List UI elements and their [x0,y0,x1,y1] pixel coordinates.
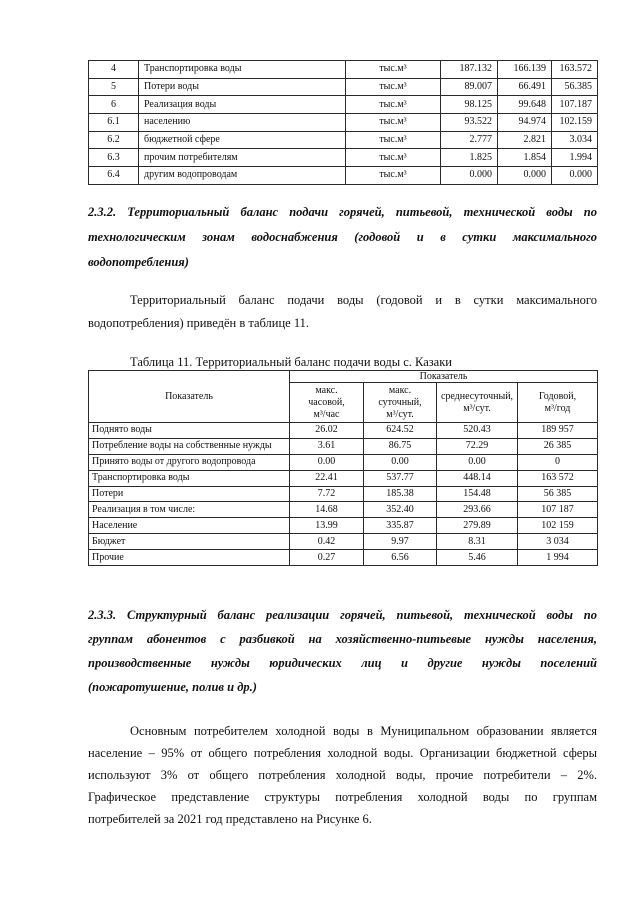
value-period-1: 187.132 [441,61,498,79]
header-line: суточный, [378,396,422,408]
annual-value: 102 159 [518,518,598,534]
unit: тыс.м³ [346,61,441,79]
paragraph-line: Территориальный баланс подачи воды (годовой и в сутки максимального [130,293,597,307]
heading-line: технологическим зонам водоснабжения (годовой и в сутки максимального [88,230,597,244]
header-line: макс. [388,384,412,396]
heading-line: группам абонентов с разбивкой на хозяйственно-питьевые нужды населения, [88,632,597,646]
indicator-name: Реализация в том числе: [89,502,290,518]
value-period-2: 1.854 [498,149,552,167]
annual-value: 1 994 [518,550,598,566]
max-daily-value: 335.87 [364,518,437,534]
paragraph-line: Основным потребителем холодной воды в Муниципальном образовании является [130,724,597,738]
indicator-name: Потери воды [139,78,346,96]
value-period-3: 163.572 [552,61,598,79]
header-line: м³/сут. [386,408,414,420]
table-row [89,423,598,439]
value-period-3: 1.994 [552,149,598,167]
unit: тыс.м³ [346,78,441,96]
annual-value: 163 572 [518,470,598,486]
table-row [89,486,598,502]
value-period-1: 98.125 [441,96,498,114]
max-daily-value: 185.38 [364,486,437,502]
paragraph-consumption-structure [88,720,597,830]
header-annual [518,383,598,423]
header-line: Годовой, [538,390,577,402]
row-number: 6.2 [89,131,139,149]
value-period-3: 56.385 [552,78,598,96]
row-number: 5 [89,78,139,96]
header-indicator-group: Показатель [290,371,598,383]
unit: тыс.м³ [346,114,441,132]
value-period-3: 3.034 [552,131,598,149]
header-max-hourly [290,383,364,423]
table-row [89,114,598,132]
table-row [89,78,598,96]
unit: тыс.м³ [346,167,441,185]
value-period-2: 2.821 [498,131,552,149]
annual-value: 56 385 [518,486,598,502]
header-line: м³/час [313,408,340,420]
average-daily-value: 8.31 [437,534,518,550]
average-daily-value: 448.14 [437,470,518,486]
value-period-2: 66.491 [498,78,552,96]
section-heading-2-3-3 [88,603,597,699]
average-daily-value: 154.48 [437,486,518,502]
max-hourly-value: 26.02 [290,423,364,439]
average-daily-value: 293.66 [437,502,518,518]
table-row [89,149,598,167]
max-daily-value: 537.77 [364,470,437,486]
average-daily-value: 5.46 [437,550,518,566]
row-number: 6.4 [89,167,139,185]
header-line: среднесуточный, [440,390,514,402]
indicator-name: Транспортировка воды [89,470,290,486]
indicator-name: Потребление воды на собственные нужды [89,438,290,454]
table-row [89,96,598,114]
value-period-2: 94.974 [498,114,552,132]
header-line: макс. [315,384,338,396]
table-row [89,167,598,185]
indicator-name: Реализация воды [139,96,346,114]
table-11-caption: Таблица 11. Территориальный баланс подачи воды с. Казаки [130,355,452,369]
table-row [89,131,598,149]
indicator-name: Транспортировка воды [139,61,346,79]
indicator-name: Поднято воды [89,423,290,439]
row-number: 6.3 [89,149,139,167]
indicator-name: Потери [89,486,290,502]
annual-value: 0 [518,454,598,470]
value-period-3: 102.159 [552,114,598,132]
row-number: 6.1 [89,114,139,132]
annual-value: 3 034 [518,534,598,550]
header-indicator: Показатель [89,371,290,423]
average-daily-value: 0.00 [437,454,518,470]
value-period-1: 89.007 [441,78,498,96]
table-row [89,518,598,534]
max-daily-value: 6.56 [364,550,437,566]
value-period-2: 166.139 [498,61,552,79]
table-row [89,502,598,518]
max-daily-value: 9.97 [364,534,437,550]
header-line: м³/сут. [463,402,491,414]
annual-value: 26 385 [518,438,598,454]
value-period-1: 0.000 [441,167,498,185]
annual-value: 107 187 [518,502,598,518]
max-hourly-value: 0.00 [290,454,364,470]
heading-line: 2.3.3. Структурный баланс реализации горячей, питьевой, технической воды по [88,608,597,622]
max-hourly-value: 22.41 [290,470,364,486]
max-hourly-value: 14.68 [290,502,364,518]
value-period-2: 99.648 [498,96,552,114]
unit: тыс.м³ [346,149,441,167]
table-header-row [89,371,598,383]
max-hourly-value: 0.27 [290,550,364,566]
paragraph-line: используют 3% от общего потребления холодной воды, прочие потребители – 2%. [88,768,597,782]
value-period-1: 2.777 [441,131,498,149]
table-row [89,438,598,454]
header-line: часовой, [308,396,345,408]
unit: тыс.м³ [346,131,441,149]
heading-line: (пожаротушение, полив и др.) [88,680,257,694]
header-line: м³/год [544,402,571,414]
table-row [89,470,598,486]
max-daily-value: 86.75 [364,438,437,454]
row-number: 6 [89,96,139,114]
value-period-3: 0.000 [552,167,598,185]
max-hourly-value: 7.72 [290,486,364,502]
indicator-name: Бюджет [89,534,290,550]
table-row [89,61,598,79]
table-body [89,423,598,566]
header-max-daily [364,383,437,423]
value-period-2: 0.000 [498,167,552,185]
paragraph-line: Графическое представление структуры потребления холодной воды по группам [88,790,597,804]
value-period-1: 1.825 [441,149,498,167]
table-body [89,61,598,185]
paragraph-territorial-balance [88,289,597,335]
indicator-name: Прочие [89,550,290,566]
water-balance-table-continuation [88,60,598,185]
max-hourly-value: 13.99 [290,518,364,534]
paragraph-line: население – 95% от общего потребления холодной воды. Организации бюджетной сферы [88,746,597,760]
value-period-1: 93.522 [441,114,498,132]
header-average-daily [437,383,518,423]
paragraph-line: водопотребления) приведён в таблице 11. [88,316,310,330]
unit: тыс.м³ [346,96,441,114]
section-heading-2-3-2 [88,200,597,275]
max-daily-value: 352.40 [364,502,437,518]
table-row [89,534,598,550]
table-row [89,454,598,470]
row-number: 4 [89,61,139,79]
average-daily-value: 520.43 [437,423,518,439]
table-11-territorial-balance [88,370,598,566]
heading-line: 2.3.2. Территориальный баланс подачи горячей, питьевой, технической воды по [88,205,597,219]
value-period-3: 107.187 [552,96,598,114]
max-daily-value: 0.00 [364,454,437,470]
indicator-name: прочим потребителям [139,149,346,167]
indicator-name: Принято воды от другого водопровода [89,454,290,470]
max-hourly-value: 0.42 [290,534,364,550]
max-hourly-value: 3.61 [290,438,364,454]
indicator-name: населению [139,114,346,132]
table-row [89,550,598,566]
indicator-name: другим водопроводам [139,167,346,185]
indicator-name: бюджетной сфере [139,131,346,149]
heading-line: производственные нужды юридических лиц и другие нужды поселений [88,656,597,670]
table-header [89,371,598,423]
annual-value: 189 957 [518,423,598,439]
average-daily-value: 279.89 [437,518,518,534]
paragraph-line: потребителей за 2021 год представлено на Рисунке 6. [88,812,372,826]
max-daily-value: 624.52 [364,423,437,439]
average-daily-value: 72.29 [437,438,518,454]
heading-line: водопотребления) [88,255,189,269]
indicator-name: Население [89,518,290,534]
